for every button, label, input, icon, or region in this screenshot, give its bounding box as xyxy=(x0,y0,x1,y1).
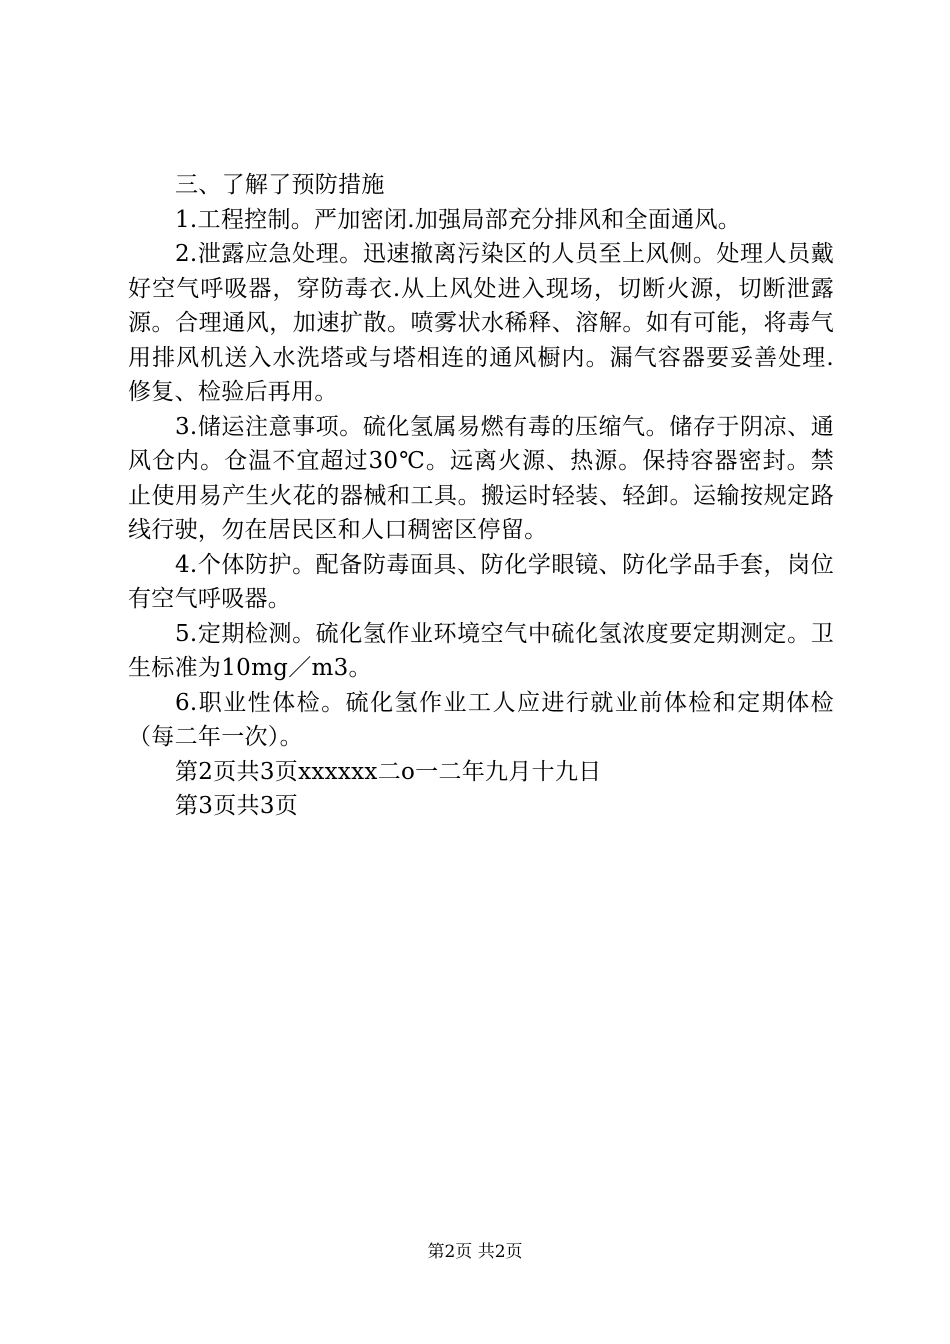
document-body xyxy=(128,168,834,824)
page-footer: 第2页 共2页 xyxy=(427,1242,523,1262)
page-count-line: 第3页共3页 xyxy=(175,793,299,819)
paragraph-health-check: 6.职业性体检。硫化氢作业工人应进行就业前体检和定期体检（每二年一次）。 xyxy=(128,689,834,750)
page-date-line: 第2页共3页xxxxxx二o一二年九月十九日 xyxy=(175,758,602,785)
paragraph-personal-protection: 4.个体防护。配备防毒面具、防化学眼镜、防化学品手套，岗位有空气呼吸器。 xyxy=(128,551,834,612)
paragraph-storage-transport: 3.储运注意事项。硫化氢属易燃有毒的压缩气。储存于阴凉、通风仓内。仓温不宜超过30℃。远离火源、热源。保持容器密封。禁止使用易产生火花的器械和工具。搬运时轻装、轻卸。运输按规定路线行驶，勿在居民区和人口稠密区停留。 xyxy=(128,413,834,543)
paragraph-engineering-control: 1.工程控制。严加密闭.加强局部充分排风和全面通风。 xyxy=(175,206,742,233)
section-heading: 三、了解了预防措施 xyxy=(175,172,385,198)
paragraph-leak-emergency: 2.泄露应急处理。迅速撤离污染区的人员至上风侧。处理人员戴好空气呼吸器，穿防毒衣.从上风处进入现场，切断火源，切断泄露源。合理通风，加速扩散。喷雾状水稀释、溶解。如有可能，将毒气用排风机送入水洗塔或与塔相连的通风橱内。漏气容器要妥善处理.修复、检验后再用。 xyxy=(128,241,834,405)
paragraph-periodic-testing: 5.定期检测。硫化氢作业环境空气中硫化氢浓度要定期测定。卫生标准为10mg／m3。 xyxy=(128,620,834,681)
